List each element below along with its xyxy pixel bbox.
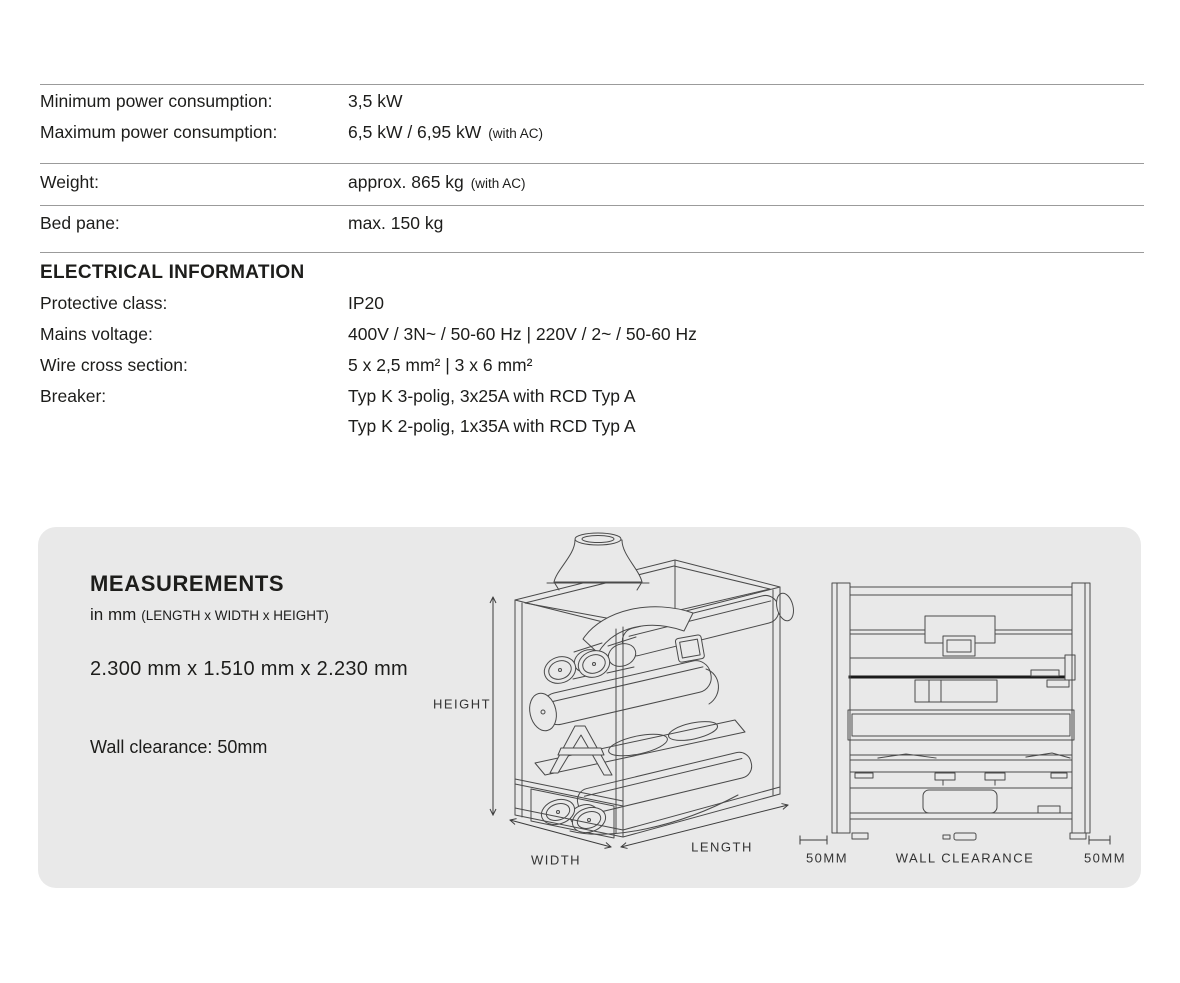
front-view-drawing <box>800 583 1110 844</box>
electrical-row-protective-class <box>40 294 1150 312</box>
table-rule-3 <box>40 205 1144 206</box>
wall-clearance-label: WALL CLEARANCE <box>895 850 1035 866</box>
spec-row-bed-pane <box>40 214 1150 234</box>
pendant-box <box>915 680 997 702</box>
electrical-row-breaker-1 <box>40 387 1150 405</box>
spec-label: Minimum power consumption: <box>40 91 273 111</box>
table-rule-2 <box>40 163 1144 164</box>
spec-label: Wire cross section: <box>40 355 188 375</box>
measurements-panel <box>38 527 1141 888</box>
electrical-row-wire-cross-section <box>40 356 1150 374</box>
electrical-section-heading: ELECTRICAL INFORMATION <box>40 262 305 283</box>
spec-note: (with AC) <box>488 126 543 141</box>
spec-label: Protective class: <box>40 293 168 313</box>
width-label: WIDTH <box>530 852 582 868</box>
spec-value: 3,5 kW <box>348 91 403 111</box>
table-rule-4 <box>40 252 1144 253</box>
spec-label: Maximum power consumption: <box>40 122 278 142</box>
measurements-dimensions: 2.300 mm x 1.510 mm x 2.230 mm <box>90 658 409 680</box>
spec-row-weight <box>40 173 1150 193</box>
measurements-title: MEASUREMENTS <box>90 571 285 596</box>
electrical-row-breaker-2 <box>40 417 1150 435</box>
measurements-subtitle <box>90 605 329 625</box>
clearance-left-label: 50MM <box>805 850 849 866</box>
table-rule-1 <box>40 84 1144 85</box>
spec-label: Mains voltage: <box>40 324 153 344</box>
spec-label: Weight: <box>40 172 100 192</box>
measurements-unit: in mm <box>90 605 137 624</box>
measurements-order-note: (LENGTH x WIDTH x HEIGHT) <box>141 608 329 623</box>
isometric-view-drawing <box>493 533 796 847</box>
spec-value: 6,5 kW / 6,95 kW <box>348 122 482 142</box>
electrical-row-mains-voltage <box>40 325 1150 343</box>
spec-value: max. 150 kg <box>348 213 444 233</box>
spec-value: approx. 865 kg <box>348 172 464 192</box>
spec-label: Breaker: <box>40 386 107 406</box>
clamp <box>675 634 705 662</box>
spec-label: Bed pane: <box>40 213 120 233</box>
length-label: LENGTH <box>691 839 753 855</box>
spec-row-max-power <box>40 123 1150 143</box>
spec-value: 400V / 3N~ / 50-60 Hz | 220V / 2~ / 50-60 Hz <box>348 324 697 344</box>
spec-value: Typ K 3-polig, 3x25A with RCD Typ A <box>348 386 636 406</box>
left-post <box>832 583 850 833</box>
clearance-right-label: 50MM <box>1083 850 1127 866</box>
wall-clearance-text: Wall clearance: 50mm <box>90 737 268 757</box>
spec-value: 5 x 2,5 mm² | 3 x 6 mm² <box>348 355 533 375</box>
right-post <box>1072 583 1090 833</box>
funnel <box>547 533 649 590</box>
height-label: HEIGHT <box>432 696 492 712</box>
spec-note: (with AC) <box>470 176 526 191</box>
spec-value: Typ K 2-polig, 1x35A with RCD Typ A <box>348 416 636 436</box>
spec-row-min-power <box>40 92 1150 112</box>
spec-value: IP20 <box>348 293 384 313</box>
lower-box <box>923 790 997 813</box>
